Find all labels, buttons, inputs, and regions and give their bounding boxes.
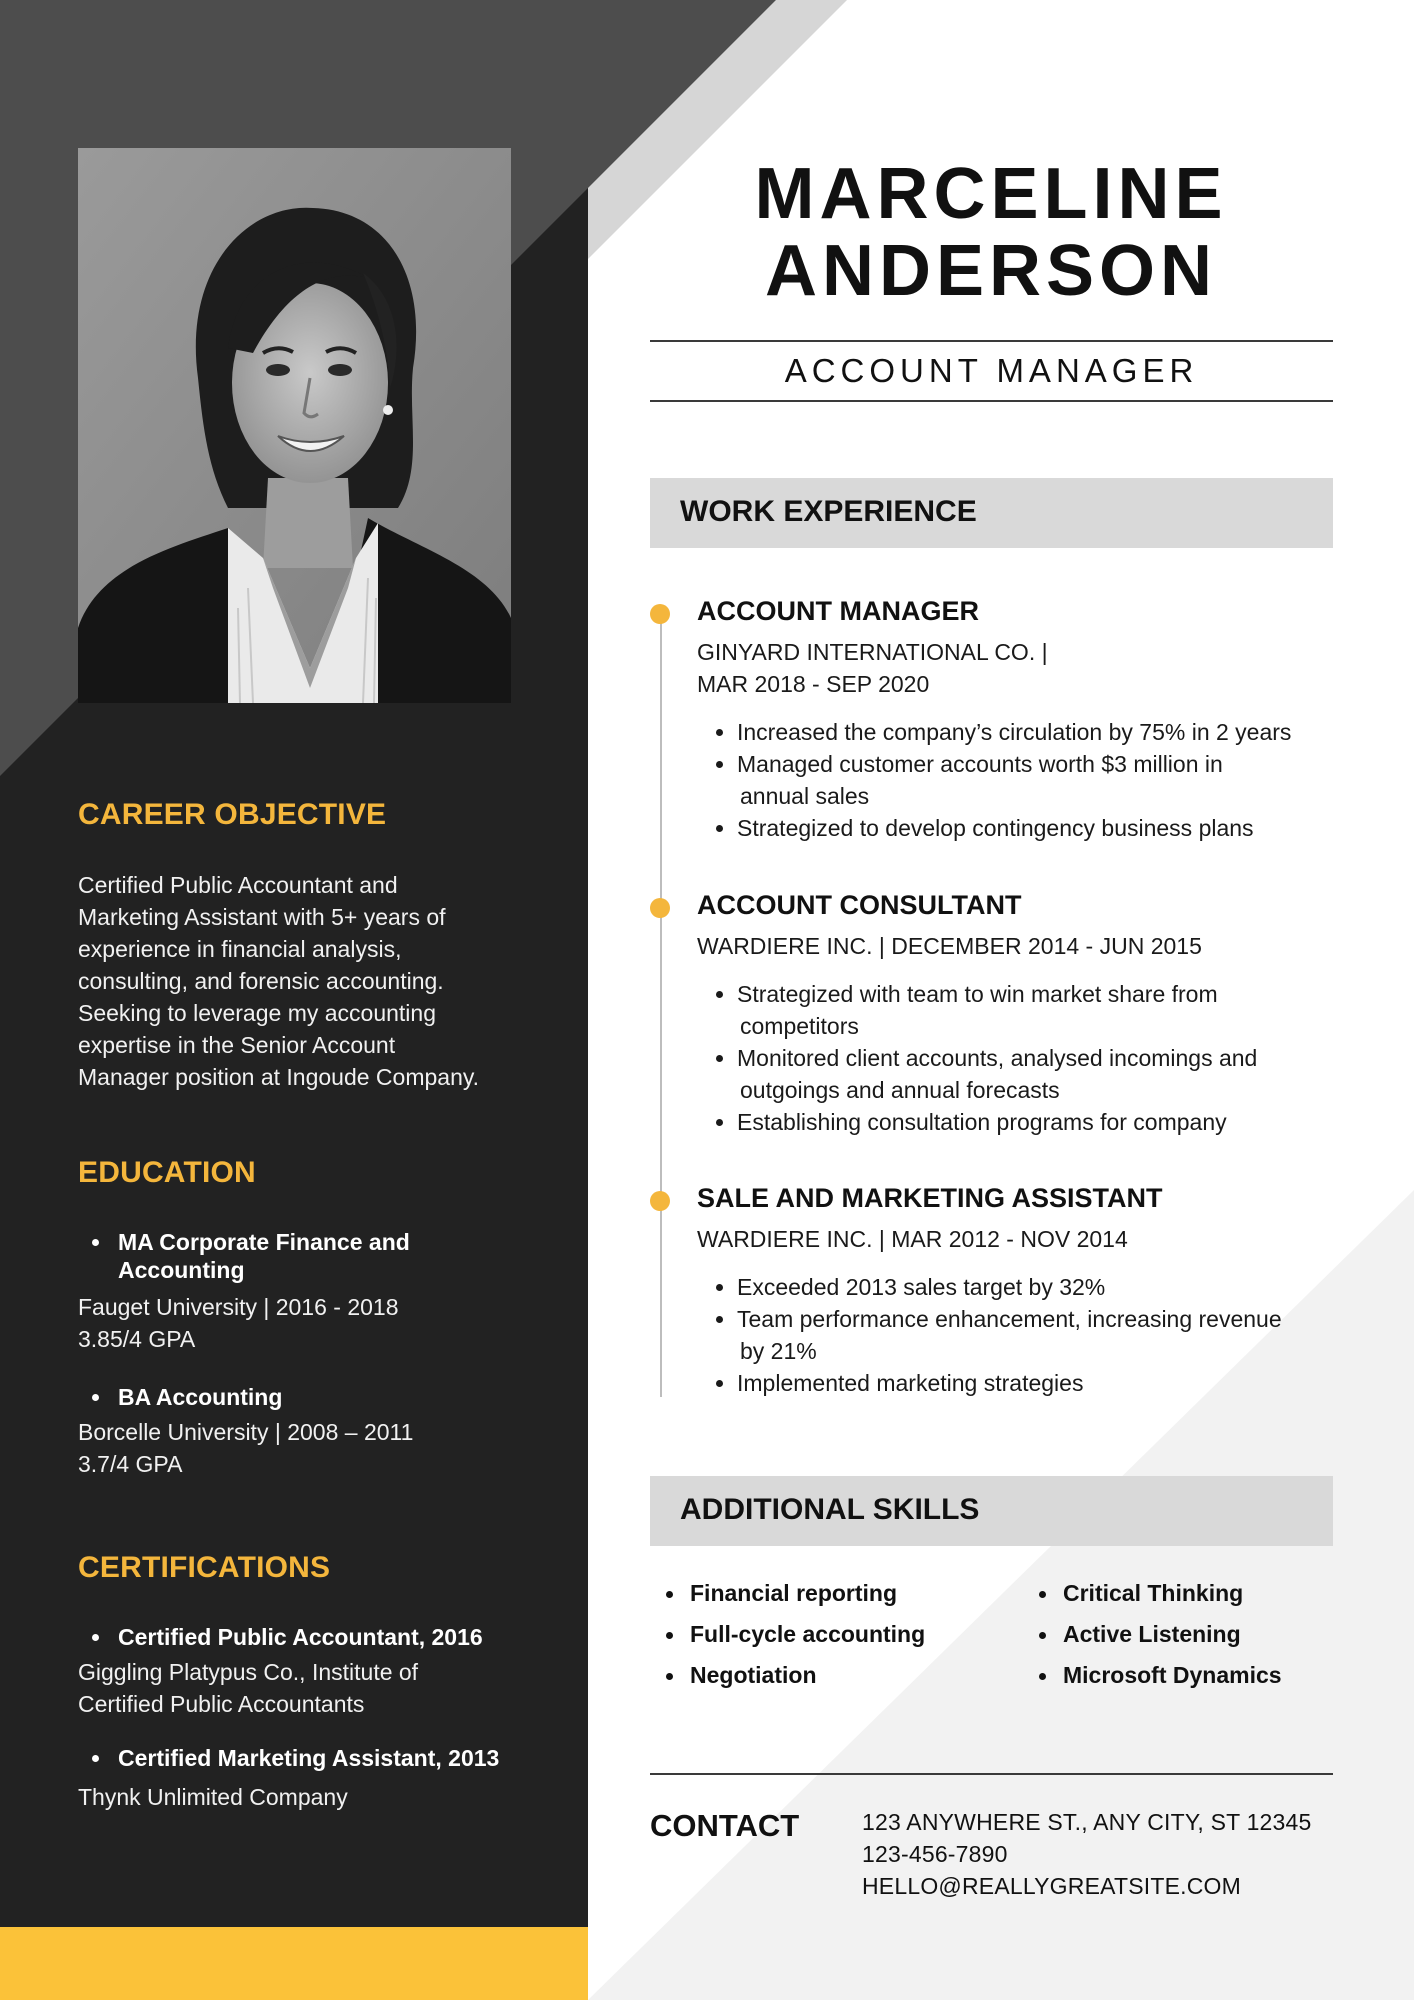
- header-rule-top: [650, 340, 1333, 342]
- contact-title: CONTACT: [650, 1808, 800, 1843]
- job-bullet: Implemented marketing strategies: [737, 1367, 1317, 1399]
- education-degree: MA Corporate Finance and Accounting: [118, 1229, 410, 1283]
- job-bullet: Increased the company’s circulation by 75% in 2 years: [737, 716, 1317, 748]
- name-first: MARCELINE: [754, 154, 1228, 234]
- additional-skills-title: ADDITIONAL SKILLS: [680, 1493, 980, 1526]
- job-bullet: Monitored client accounts, analysed incomings and outgoings and annual forecasts: [737, 1042, 1317, 1106]
- skill-item: Active Listening: [1063, 1621, 1241, 1647]
- education-degree: BA Accounting: [118, 1384, 283, 1410]
- skill-item: Full-cycle accounting: [690, 1621, 926, 1647]
- skill-item: Financial reporting: [690, 1580, 898, 1606]
- job-role: ACCOUNT MANAGER: [697, 596, 979, 626]
- job-bullet: Establishing consultation programs for company: [737, 1106, 1317, 1138]
- career-objective-title: CAREER OBJECTIVE: [78, 798, 387, 831]
- education-title: EDUCATION: [78, 1156, 256, 1189]
- work-experience-header: [650, 478, 1333, 548]
- header-rule-bottom: [650, 400, 1333, 402]
- certifications-title: CERTIFICATIONS: [78, 1551, 331, 1584]
- certification-name: Certified Public Accountant, 2016: [118, 1624, 483, 1650]
- job-role: SALE AND MARKETING ASSISTANT: [697, 1183, 1163, 1213]
- certification-issuer: Thynk Unlimited Company: [78, 1784, 348, 1810]
- contact-phone[interactable]: 123-456-7890: [862, 1841, 1008, 1867]
- job-bullet: Strategized with team to win market share from competitors: [737, 978, 1317, 1042]
- job-bullet: Managed customer accounts worth $3 million in annual sales: [737, 748, 1317, 812]
- work-experience-title: WORK EXPERIENCE: [680, 495, 977, 528]
- name-last: ANDERSON: [764, 231, 1218, 311]
- job-company: WARDIERE INC. | DECEMBER 2014 - JUN 2015: [697, 933, 1202, 959]
- timeline-dot: [650, 1191, 670, 1211]
- timeline-line: [660, 612, 662, 1397]
- skill-item: Negotiation: [690, 1662, 817, 1688]
- contact-rule: [650, 1773, 1333, 1775]
- skill-item: Critical Thinking: [1063, 1580, 1244, 1606]
- profile-photo: [78, 148, 511, 703]
- certification-issuer: Giggling Platypus Co., Institute of Certified Public Accountants: [78, 1659, 419, 1717]
- education-details: Fauget University | 2016 - 2018 3.85/4 GPA: [78, 1294, 399, 1352]
- job-title: ACCOUNT MANAGER: [784, 352, 1199, 389]
- contact-address: 123 ANYWHERE ST., ANY CITY, ST 12345: [862, 1809, 1312, 1835]
- education-details: Borcelle University | 2008 – 2011 3.7/4 GPA: [78, 1419, 414, 1477]
- timeline-dot: [650, 604, 670, 624]
- certification-name: Certified Marketing Assistant, 2013: [118, 1745, 500, 1771]
- job-company: GINYARD INTERNATIONAL CO. | MAR 2018 - SEP 2020: [697, 639, 1048, 697]
- job-bullet: Team performance enhancement, increasing revenue by 21%: [737, 1303, 1317, 1367]
- additional-skills-header: [650, 1476, 1333, 1546]
- career-objective-text: Certified Public Accountant and Marketing Assistant with 5+ years of experience in financial analysis, consulting, and forensic accounting. Seeking to leverage my accounting expertise in the Senior Account Manager position at Ingoude Company.: [78, 872, 480, 1090]
- job-company: WARDIERE INC. | MAR 2012 - NOV 2014: [697, 1226, 1128, 1252]
- job-bullet: Exceeded 2013 sales target by 32%: [737, 1271, 1317, 1303]
- job-bullet: Strategized to develop contingency business plans: [737, 812, 1317, 844]
- skill-item: Microsoft Dynamics: [1063, 1662, 1282, 1688]
- job-role: ACCOUNT CONSULTANT: [697, 890, 1022, 920]
- contact-email[interactable]: HELLO@REALLYGREATSITE.COM: [862, 1873, 1241, 1899]
- timeline-dot: [650, 898, 670, 918]
